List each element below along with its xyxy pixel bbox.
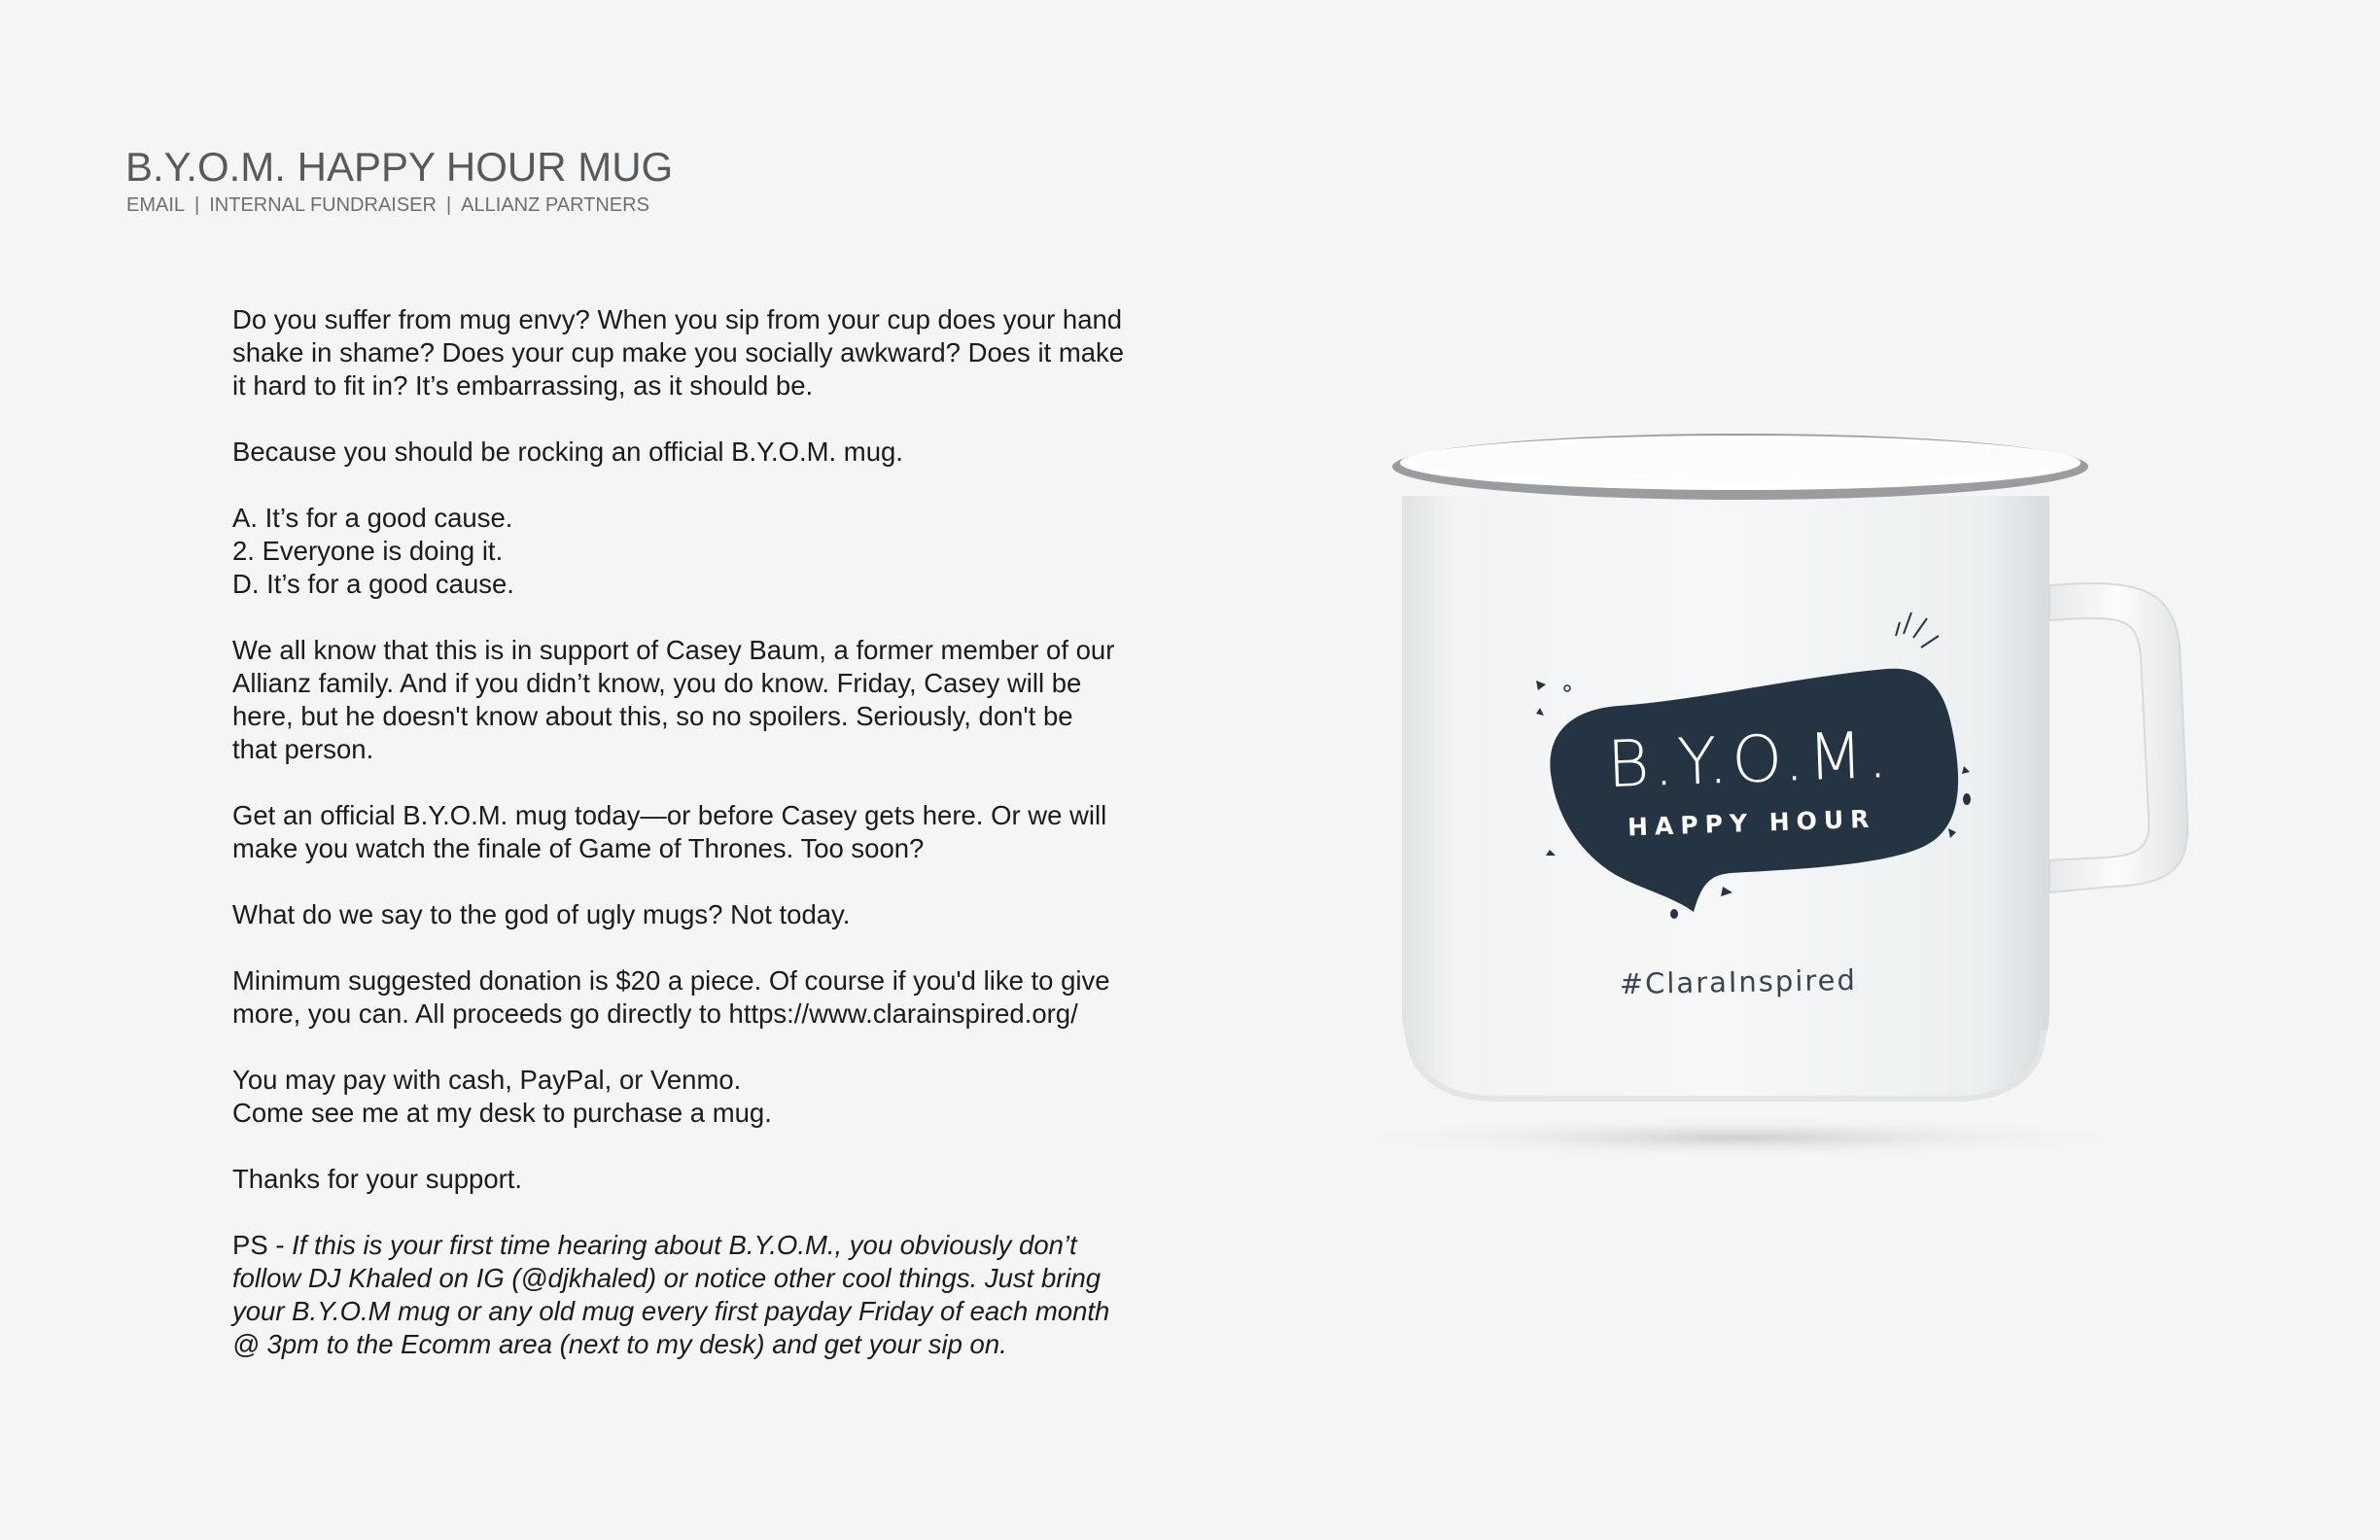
tag-separator: |: [194, 194, 200, 216]
logo-line1: B.Y.O.M.: [1605, 717, 1893, 803]
tag-separator: |: [445, 194, 452, 216]
ps-prefix: PS -: [232, 1230, 293, 1260]
text-line: We all know that this is in support of Casey Baum, a former member of our: [232, 635, 1115, 665]
ps-text: @ 3pm to the Ecomm area (next to my desk) and get your sip on.: [232, 1329, 1007, 1359]
ps-text: If this is your first time hearing about B.Y.O.M., you obviously don’t: [292, 1230, 1077, 1260]
text-line: more, you can. All proceeds go directly to https://www.clarainspired.org/: [232, 998, 1078, 1029]
tag-internal-fundraiser: INTERNAL FUNDRAISER: [209, 194, 437, 216]
mug-rim-highlight: [1410, 439, 2071, 482]
text-line: Get an official B.Y.O.M. mug today—or before Casey gets here. Or we will: [232, 800, 1107, 830]
text-line: Minimum suggested donation is $20 a piece. Of course if you'd like to give: [232, 965, 1110, 996]
paragraph-casey-support: [232, 634, 1166, 766]
paragraph-not-today: [232, 898, 1166, 931]
paragraph-get-mug: [232, 799, 1166, 865]
text-line: Do you suffer from mug envy? When you sip from your cup does your hand: [232, 304, 1123, 334]
text-line: Come see me at my desk to purchase a mug.: [232, 1098, 772, 1128]
text-line: Allianz family. And if you didn’t know, you do know. Friday, Casey will be: [232, 668, 1082, 698]
text-line: make you watch the finale of Game of Thrones. Too soon?: [232, 833, 925, 863]
email-body: [232, 303, 1166, 1394]
paragraph-mug-envy: [232, 303, 1166, 402]
mug-hashtag: #ClaraInspired: [1619, 962, 1858, 1001]
tag-email: EMAIL: [126, 194, 186, 216]
text-line: What do we say to the god of ugly mugs? Not today.: [232, 899, 851, 929]
mug-handle: [2049, 583, 2188, 892]
ps-text: your B.Y.O.M mug or any old mug every first payday Friday of each month: [232, 1296, 1110, 1326]
ps-line-first: [232, 1229, 1166, 1262]
text-line: You may pay with cash, PayPal, or Venmo.: [232, 1065, 742, 1095]
page-title: B.Y.O.M. HAPPY HOUR MUG: [125, 144, 674, 190]
page-subtitle: [126, 194, 649, 217]
list-item: A. It’s for a good cause.: [232, 503, 513, 533]
paragraph-donation: [232, 964, 1166, 1031]
text-line: here, but he doesn't know about this, so no spoilers. Seriously, don't be: [232, 701, 1073, 731]
text-line: shake in shame? Does your cup make you socially awkward? Does it make: [232, 337, 1125, 368]
paragraph-payment: [232, 1064, 1166, 1130]
mug-shadow: [1342, 1116, 2149, 1159]
text-line: it hard to fit in? It’s embarrassing, as it should be.: [232, 370, 814, 401]
paragraph-reasons-list: [232, 502, 1166, 601]
tag-allianz-partners: ALLIANZ PARTNERS: [461, 194, 649, 216]
ps-text: follow DJ Khaled on IG (@djkhaled) or notice other cool things. Just bring: [232, 1263, 1102, 1293]
logo-line2: HAPPY HOUR: [1627, 804, 1876, 842]
paragraph-thanks: [232, 1163, 1166, 1196]
paragraph-ps: [232, 1229, 1166, 1361]
mug-image: [1342, 418, 2314, 1176]
list-item: D. It’s for a good cause.: [232, 569, 514, 599]
list-item: 2. Everyone is doing it.: [232, 536, 504, 566]
text-line: that person.: [232, 734, 374, 764]
text-line: Thanks for your support.: [232, 1164, 523, 1194]
text-line: Because you should be rocking an official B.Y.O.M. mug.: [232, 437, 903, 467]
paragraph-rocking-mug: [232, 436, 1166, 469]
